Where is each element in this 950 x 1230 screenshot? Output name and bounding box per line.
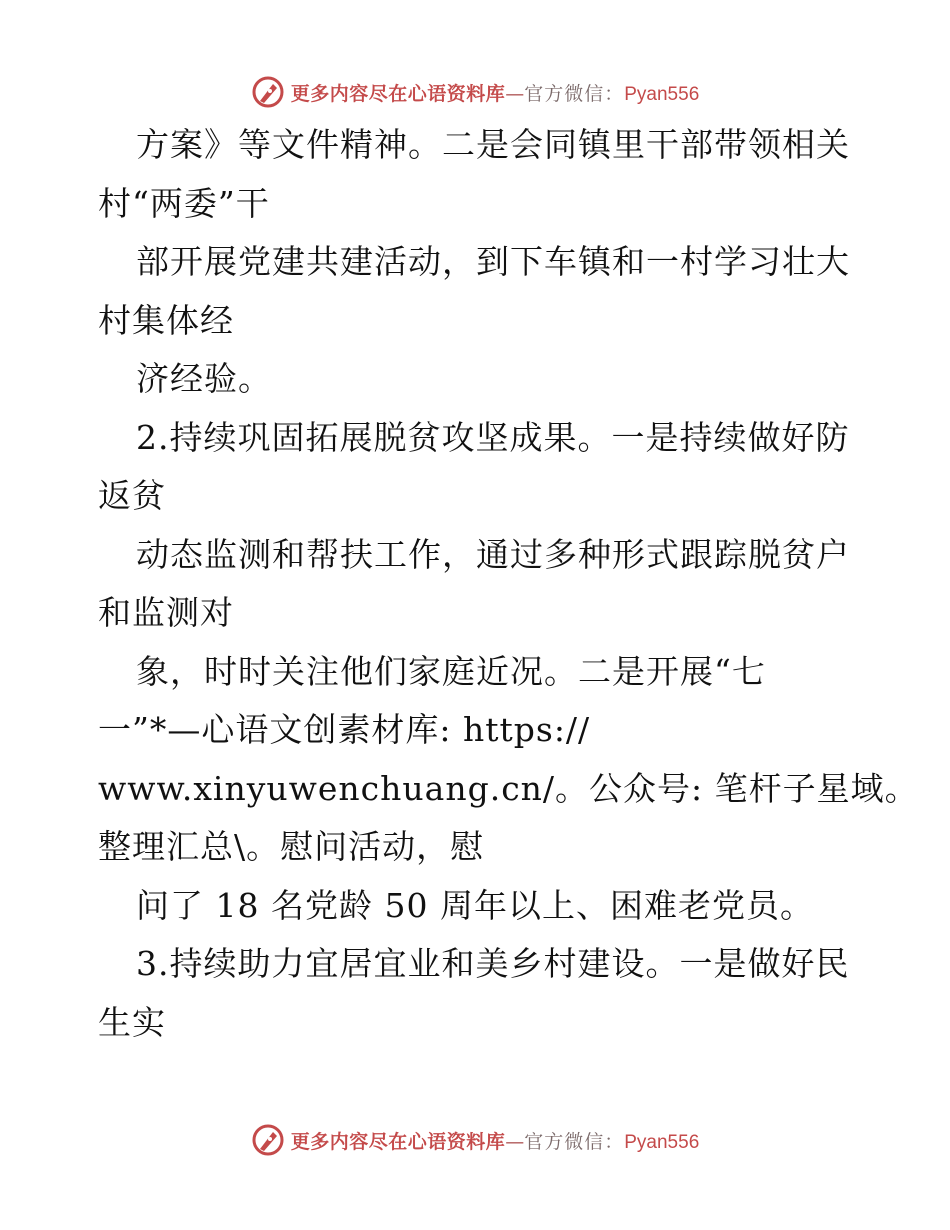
watermark-separator: — [505,82,525,105]
watermark-wechat-label: 官方微信： [524,82,625,105]
text-line: 返贫 [98,476,166,515]
header-watermark-text [291,79,700,106]
pen-nib-logo-icon [251,1123,285,1157]
watermark-main-text: 更多内容尽在心语资料库 [290,1130,506,1153]
document-body [98,116,919,1052]
text-line: 动态监测和帮扶工作，通过多种形式跟踪脱贫户 [136,534,850,574]
text-line: 象，时时关注他们家庭近况。二是开展“七 [136,651,766,691]
text-line: 济经验。 [136,359,272,398]
text-line: 2.持续巩固拓展脱贫攻坚成果。一是持续做好防 [136,417,850,457]
text-line: 方案》等文件精神。二是会同镇里干部带领相关 [136,125,850,164]
text-line: 和监测对 [98,593,234,632]
watermark-separator: — [505,1130,525,1153]
footer-watermark [0,1120,950,1160]
text-line: www.xinyuwenchuang.cn/。公众号: 笔杆子星域。 [98,768,919,808]
text-line: 3.持续助力宜居宜业和美乡村建设。一是做好民 [136,944,850,983]
text-line: 整理汇总\。慰问活动，慰 [98,827,485,866]
text-line: 一”*—心语文创素材库: https:// [98,710,591,749]
watermark-wechat-label: 官方微信： [524,1130,625,1153]
pen-nib-logo-icon [251,75,285,109]
watermark-main-text: 更多内容尽在心语资料库 [290,82,506,105]
watermark-wechat-id: Pyan556 [624,83,700,105]
footer-watermark-text [291,1127,700,1154]
header-watermark [0,72,950,112]
text-line: 村集体经 [98,300,234,340]
text-line: 村“两委”干 [98,183,270,223]
text-line: 生实 [98,1002,166,1042]
text-line: 部开展党建共建活动，到下车镇和一村学习壮大 [136,242,850,281]
text-line: 问了 18 名党龄 50 周年以上、困难老党员。 [136,885,814,925]
watermark-wechat-id: Pyan556 [624,1131,700,1153]
